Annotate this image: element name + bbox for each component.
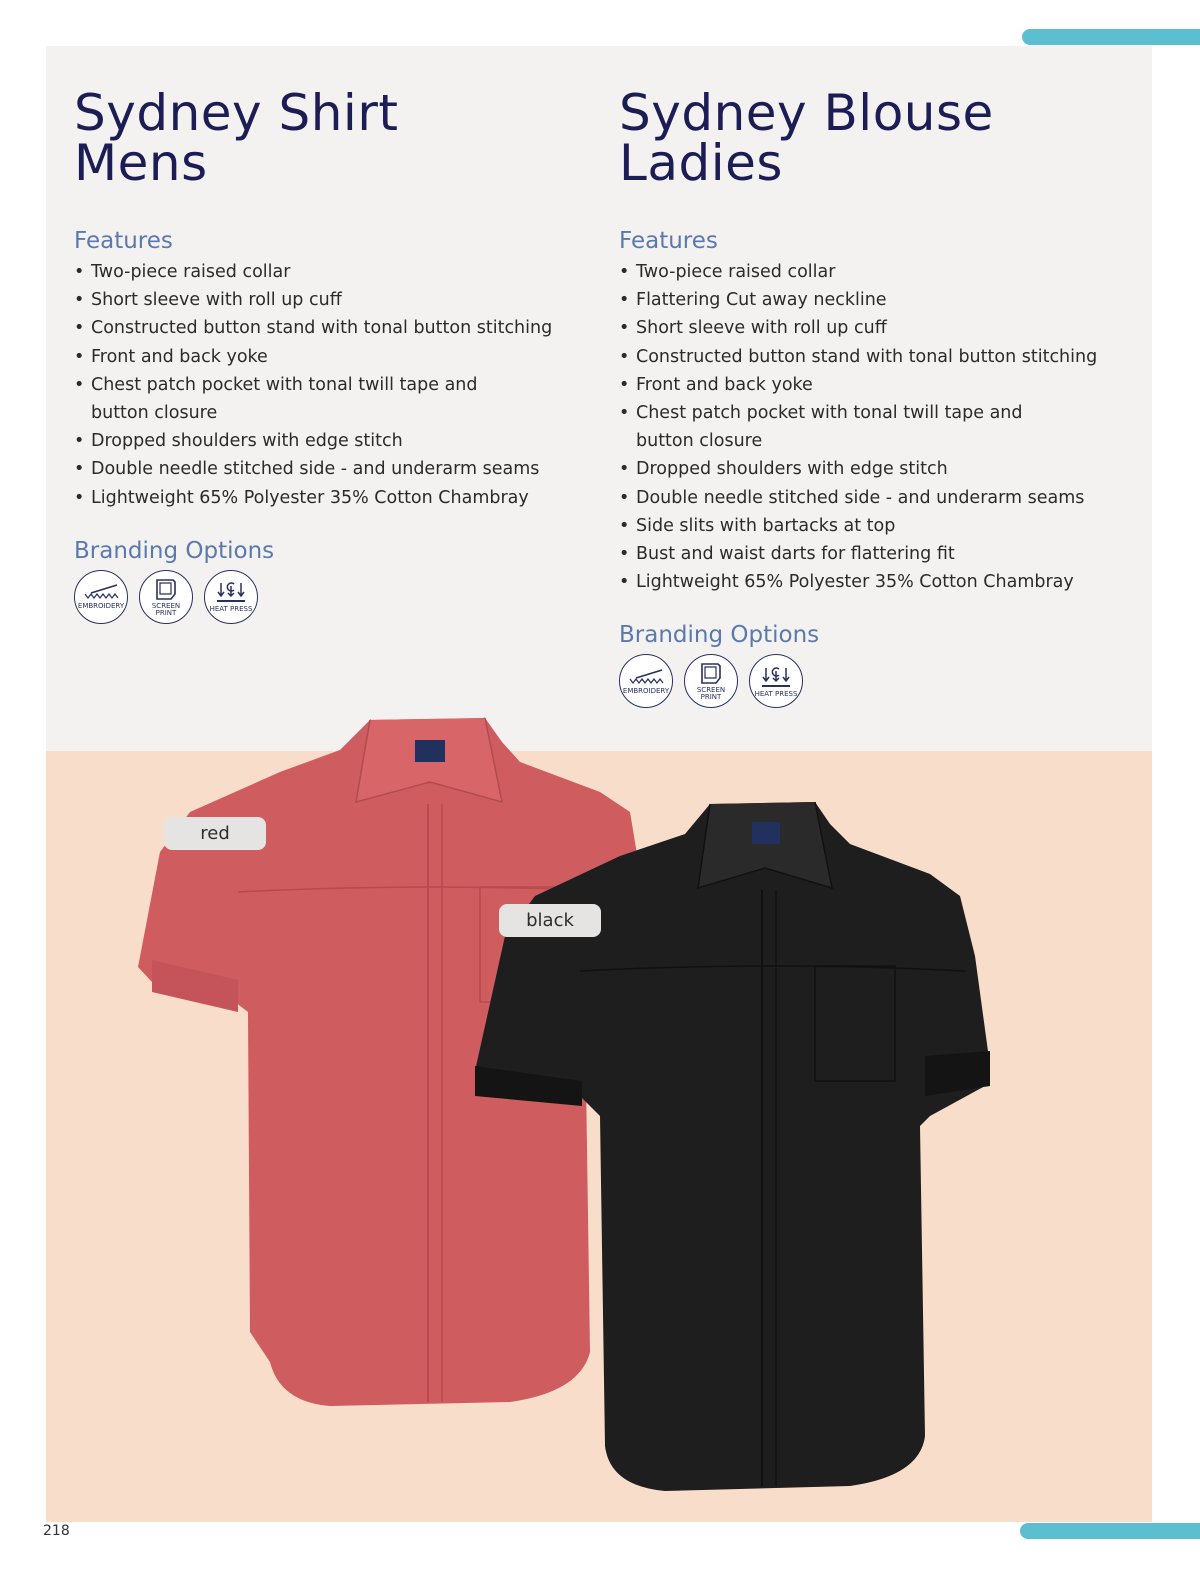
feature-item: • Constructed button stand with tonal button stitching (74, 314, 594, 342)
accent-bar-bottom (1020, 1523, 1200, 1539)
feature-item: • Double needle stitched side - and underarm seams (74, 455, 594, 483)
feature-item: • Lightweight 65% Polyester 35% Cotton Chambray (74, 484, 594, 512)
branding-label: SCREEN PRINT (151, 601, 181, 617)
product-title-line2: Mens (74, 134, 208, 192)
features-heading: Features (74, 228, 173, 254)
product-title-line1: Sydney Blouse (619, 84, 994, 142)
heat-press-icon (214, 580, 248, 604)
feature-item: • Constructed button stand with tonal button stitching (619, 343, 1139, 371)
feature-item: • Short sleeve with roll up cuff (74, 286, 594, 314)
embroidery-badge (74, 570, 128, 624)
heat-press-icon (759, 665, 793, 689)
features-heading: Features (619, 228, 718, 254)
branding-heading: Branding Options (74, 537, 275, 564)
branding-options (619, 654, 1139, 708)
features-list (619, 258, 1139, 596)
feature-item: • Two-piece raised collar (74, 258, 594, 286)
feature-item-continuation: button closure (91, 403, 218, 424)
feature-item: • Side slits with bartacks at top (619, 512, 1139, 540)
heat-press-badge (204, 570, 258, 624)
product-ladies-blouse (619, 84, 1139, 708)
embroidery-icon (81, 583, 121, 601)
branding-heading: Branding Options (619, 622, 820, 649)
embroidery-badge (619, 654, 673, 708)
feature-item: • Short sleeve with roll up cuff (619, 314, 1139, 342)
colour-tag-red: red (164, 817, 266, 850)
screen-print-icon (151, 577, 181, 601)
product-title (74, 84, 594, 192)
feature-item: • Chest patch pocket with tonal twill tape and (619, 399, 1139, 427)
branding-options (74, 570, 594, 624)
product-mens-shirt (74, 84, 594, 624)
feature-item: • Flattering Cut away neckline (619, 286, 1139, 314)
page-number: 218 (43, 1523, 70, 1539)
screen-print-icon (696, 661, 726, 685)
feature-item: • Lightweight 65% Polyester 35% Cotton Chambray (619, 568, 1139, 596)
feature-item: • Front and back yoke (74, 343, 594, 371)
branding-label: HEAT PRESS (754, 689, 798, 698)
product-title-line1: Sydney Shirt (74, 84, 399, 142)
embroidery-icon (626, 668, 666, 686)
screen-print-badge (684, 654, 738, 708)
black-shirt-image (470, 796, 1040, 1496)
colour-tag-black: black (499, 904, 601, 937)
product-title-line2: Ladies (619, 134, 783, 192)
branding-label: HEAT PRESS (209, 605, 253, 614)
feature-item: • Front and back yoke (619, 371, 1139, 399)
feature-item-continuation: button closure (636, 431, 763, 452)
accent-bar-top (1022, 29, 1200, 45)
feature-item: • Dropped shoulders with edge stitch (74, 427, 594, 455)
feature-item: • Dropped shoulders with edge stitch (619, 455, 1139, 483)
product-title (619, 84, 1139, 192)
branding-label: EMBROIDERY (622, 686, 670, 695)
branding-label: SCREEN PRINT (696, 686, 726, 702)
feature-item: • Two-piece raised collar (619, 258, 1139, 286)
features-list (74, 258, 594, 512)
branding-label: EMBROIDERY (77, 602, 125, 611)
feature-item: • Bust and waist darts for flattering fit (619, 540, 1139, 568)
feature-item: • Chest patch pocket with tonal twill tape and (74, 371, 594, 399)
feature-item: • Double needle stitched side - and underarm seams (619, 484, 1139, 512)
heat-press-badge (749, 654, 803, 708)
screen-print-badge (139, 570, 193, 624)
